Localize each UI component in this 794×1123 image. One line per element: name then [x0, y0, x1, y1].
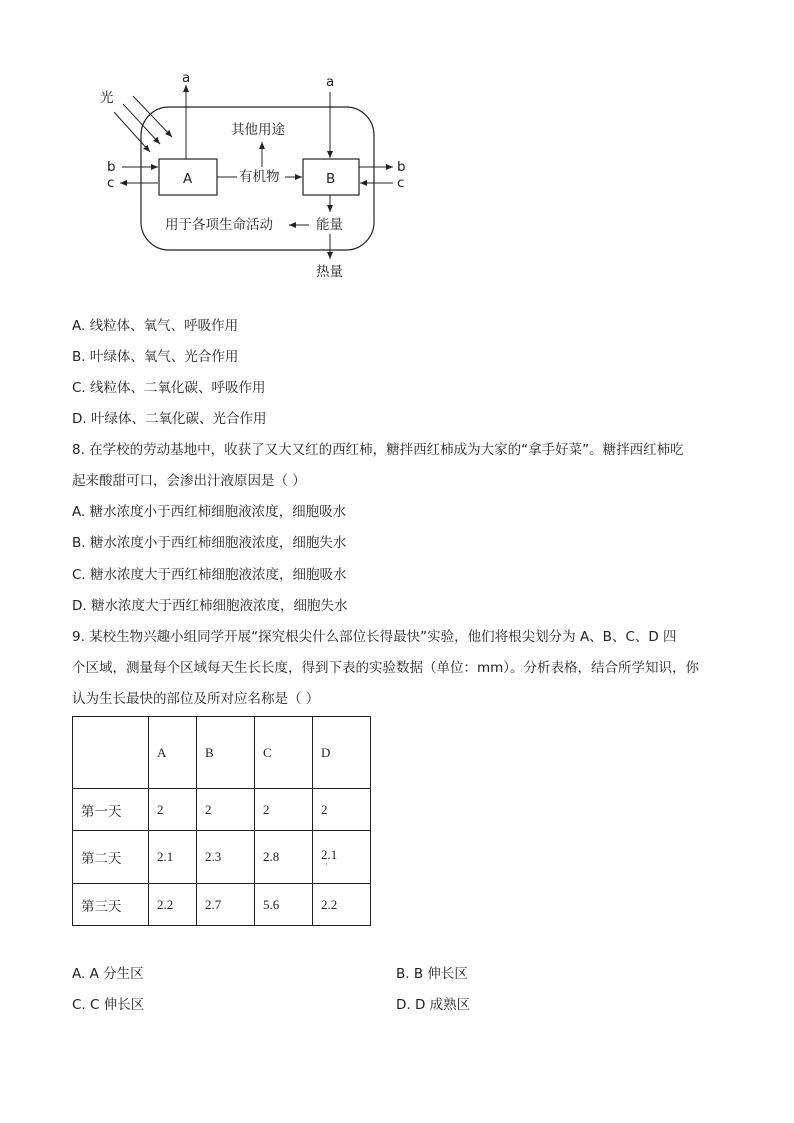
table-header-cell: C [255, 717, 313, 789]
table-cell-value: 2.1 [321, 847, 338, 862]
table-header-cell [73, 717, 149, 789]
b-left-label: b [107, 159, 116, 175]
q7-option-a[interactable]: A. 线粒体、氧气、呼吸作用 [72, 318, 239, 334]
table-cell: 5.6 [255, 884, 313, 926]
table-cell: 2.8 [255, 831, 313, 884]
table-row-label: 第一天 [73, 789, 149, 831]
q8-option-b[interactable]: B. 糖水浓度小于西红柿细胞液浓度，细胞失水 [72, 535, 347, 551]
table-row [73, 831, 371, 884]
life-activity-label: 用于各项生命活动 [165, 217, 273, 233]
box-b-label: B [326, 171, 336, 187]
table-header-cell: A [149, 717, 197, 789]
table-cell: 2 [149, 789, 197, 831]
light-label: 光 [100, 90, 114, 106]
energy-label: 能量 [316, 217, 343, 233]
q9-option-c[interactable]: C. C 伸长区 [72, 997, 145, 1013]
table-cell: 2.7 [197, 884, 255, 926]
table-header-cell: D [313, 717, 371, 789]
heat-label: 热量 [316, 264, 343, 280]
table-cell: 2.1 [149, 831, 197, 884]
table-cell: 2 [255, 789, 313, 831]
table-cell: 2 [197, 789, 255, 831]
table-row [73, 884, 371, 926]
q7-option-b[interactable]: B. 叶绿体、氧气、光合作用 [72, 349, 239, 365]
q7-option-c[interactable]: C. 线粒体、二氧化碳、呼吸作用 [72, 380, 266, 396]
stray-dot: · [325, 860, 328, 869]
table-cell: 2 [313, 789, 371, 831]
a-top-right-label: a [326, 74, 335, 90]
table-row-label: 第三天 [73, 884, 149, 926]
table-row-label: 第二天 [73, 831, 149, 884]
q8-stem-line1: 8. 在学校的劳动基地中，收获了又大又红的西红柿，糖拌西红柿成为大家的“拿手好菜”。糖拌西红柿吃 [72, 442, 684, 458]
q9-stem-line3: 认为生长最快的部位及所对应名称是（ ） [72, 691, 320, 707]
b-right-label: b [397, 159, 406, 175]
light-arrow [133, 96, 172, 137]
q9-option-a[interactable]: A. A 分生区 [72, 966, 144, 982]
table-cell [313, 831, 371, 884]
q9-stem-line2: 个区域，测量每个区域每天生长长度，得到下表的实验数据（单位：mm）。分析表格，结合所学知识，你 [72, 660, 700, 676]
q8-stem-line2: 起来酸甜可口，会渗出汁液原因是（ ） [72, 473, 306, 489]
light-arrow [114, 112, 150, 152]
table-header-cell: B [197, 717, 255, 789]
energy-flow-diagram [0, 0, 794, 300]
growth-data-table [72, 716, 371, 926]
q7-option-d[interactable]: D. 叶绿体、二氧化碳、光合作用 [72, 411, 267, 427]
table-cell: 2.3 [197, 831, 255, 884]
table-header-row [73, 717, 371, 789]
box-a-label: A [183, 171, 193, 187]
organic-label: 有机物 [239, 169, 280, 185]
a-top-left-label: a [182, 70, 191, 86]
q9-stem-line1: 9. 某校生物兴趣小组同学开展“探究根尖什么部位长得最快”实验，他们将根尖划分为 A、B、C、D 四 [72, 629, 677, 645]
q8-option-a[interactable]: A. 糖水浓度小于西红柿细胞液浓度，细胞吸水 [72, 504, 347, 520]
q9-option-b[interactable]: B. B 伸长区 [396, 966, 468, 982]
table-cell: 2.2 [313, 884, 371, 926]
q8-option-c[interactable]: C. 糖水浓度大于西红柿细胞液浓度，细胞吸水 [72, 567, 347, 583]
other-use-label: 其他用途 [231, 122, 285, 138]
q9-option-d[interactable]: D. D 成熟区 [396, 997, 471, 1013]
c-left-label: c [107, 175, 115, 191]
table-row [73, 789, 371, 831]
c-right-label: c [397, 175, 405, 191]
q8-option-d[interactable]: D. 糖水浓度大于西红柿细胞液浓度，细胞失水 [72, 598, 348, 614]
table-cell: 2.2 [149, 884, 197, 926]
